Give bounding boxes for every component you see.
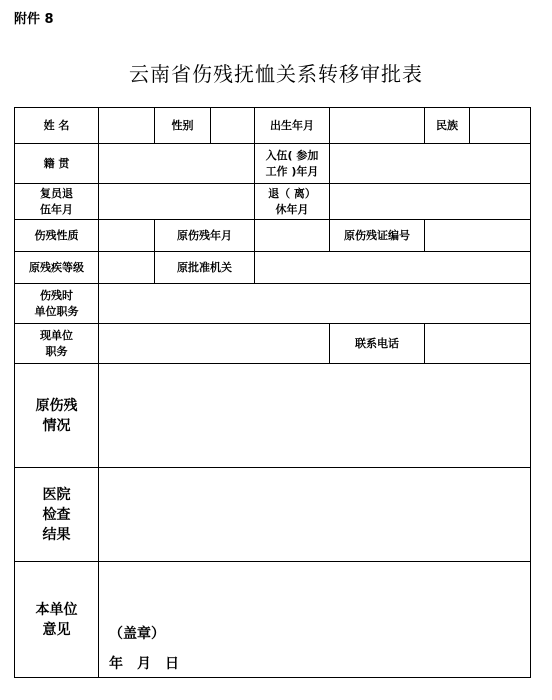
value-unit-at-injury[interactable] (99, 284, 531, 324)
label-unit-opinion (15, 562, 99, 678)
value-orig-condition[interactable] (99, 364, 531, 468)
value-orig-cert-no[interactable] (425, 220, 531, 252)
value-orig-level[interactable] (99, 252, 155, 284)
label-unit-at-injury-line1: 伤残时 (40, 288, 73, 302)
value-native-place[interactable] (99, 144, 255, 184)
label-current-unit (15, 324, 99, 364)
label-orig-condition (15, 364, 99, 468)
form-title: 云南省伤残抚恤关系转移审批表 (129, 62, 423, 86)
label-retire-line1: 退（ 离） (268, 186, 316, 200)
value-hospital-result[interactable] (99, 468, 531, 562)
label-current-unit-line2: 职务 (45, 344, 68, 358)
label-native-place: 籍 贯 (15, 144, 99, 184)
value-orig-injury-date[interactable] (255, 220, 330, 252)
label-hospital-line1: 医院 (42, 486, 71, 503)
label-demob-line1: 复员退 (40, 186, 73, 200)
label-enlist-date (255, 144, 330, 184)
label-unit-at-injury-line2: 单位职务 (34, 304, 79, 318)
value-gender[interactable] (211, 108, 255, 144)
label-orig-injury-date: 原伤残年月 (155, 220, 255, 252)
label-retire-line2: 休年月 (275, 202, 309, 216)
label-hospital-line3: 结果 (42, 526, 71, 543)
label-orig-level: 原残疾等级 (15, 252, 99, 284)
date-line (109, 656, 193, 672)
value-phone[interactable] (425, 324, 531, 364)
label-hospital-line2: 检查 (42, 506, 71, 523)
value-enlist-date[interactable] (330, 144, 531, 184)
value-unit-opinion[interactable] (99, 562, 531, 678)
label-orig-condition-line2: 情况 (42, 417, 71, 434)
label-unit-at-injury (15, 284, 99, 324)
attachment-number: 附件 8 (14, 12, 54, 27)
label-orig-cert-no: 原伤残证编号 (330, 220, 425, 252)
label-unit-opinion-line2: 意见 (42, 621, 71, 638)
label-orig-condition-line1: 原伤残 (35, 397, 78, 414)
label-unit-opinion-line1: 本单位 (35, 601, 78, 618)
value-birth[interactable] (330, 108, 425, 144)
value-current-unit[interactable] (99, 324, 330, 364)
label-demob-date (15, 184, 99, 220)
label-hospital-result (15, 468, 99, 562)
label-birth: 出生年月 (255, 108, 330, 144)
value-demob-date[interactable] (99, 184, 255, 220)
label-retire-date (255, 184, 330, 220)
date-year-label: 年 (109, 656, 123, 672)
label-name: 姓 名 (15, 108, 99, 144)
value-injury-nature[interactable] (99, 220, 155, 252)
date-day-label: 日 (165, 656, 179, 672)
value-retire-date[interactable] (330, 184, 531, 220)
approval-form-table (14, 107, 531, 678)
label-injury-nature: 伤残性质 (15, 220, 99, 252)
label-phone: 联系电话 (330, 324, 425, 364)
label-orig-approver: 原批准机关 (155, 252, 255, 284)
value-ethnicity[interactable] (470, 108, 531, 144)
label-enlist-line2: 工作 )年月 (265, 164, 319, 178)
label-current-unit-line1: 现单位 (40, 328, 73, 342)
label-enlist-line1: 入伍( 参加 (265, 148, 319, 162)
value-name[interactable] (99, 108, 155, 144)
label-demob-line2: 伍年月 (40, 202, 73, 216)
value-orig-approver[interactable] (255, 252, 531, 284)
date-month-label: 月 (137, 656, 151, 672)
label-ethnicity: 民族 (425, 108, 470, 144)
seal-label: （盖章） (109, 626, 165, 642)
label-gender: 性别 (155, 108, 211, 144)
